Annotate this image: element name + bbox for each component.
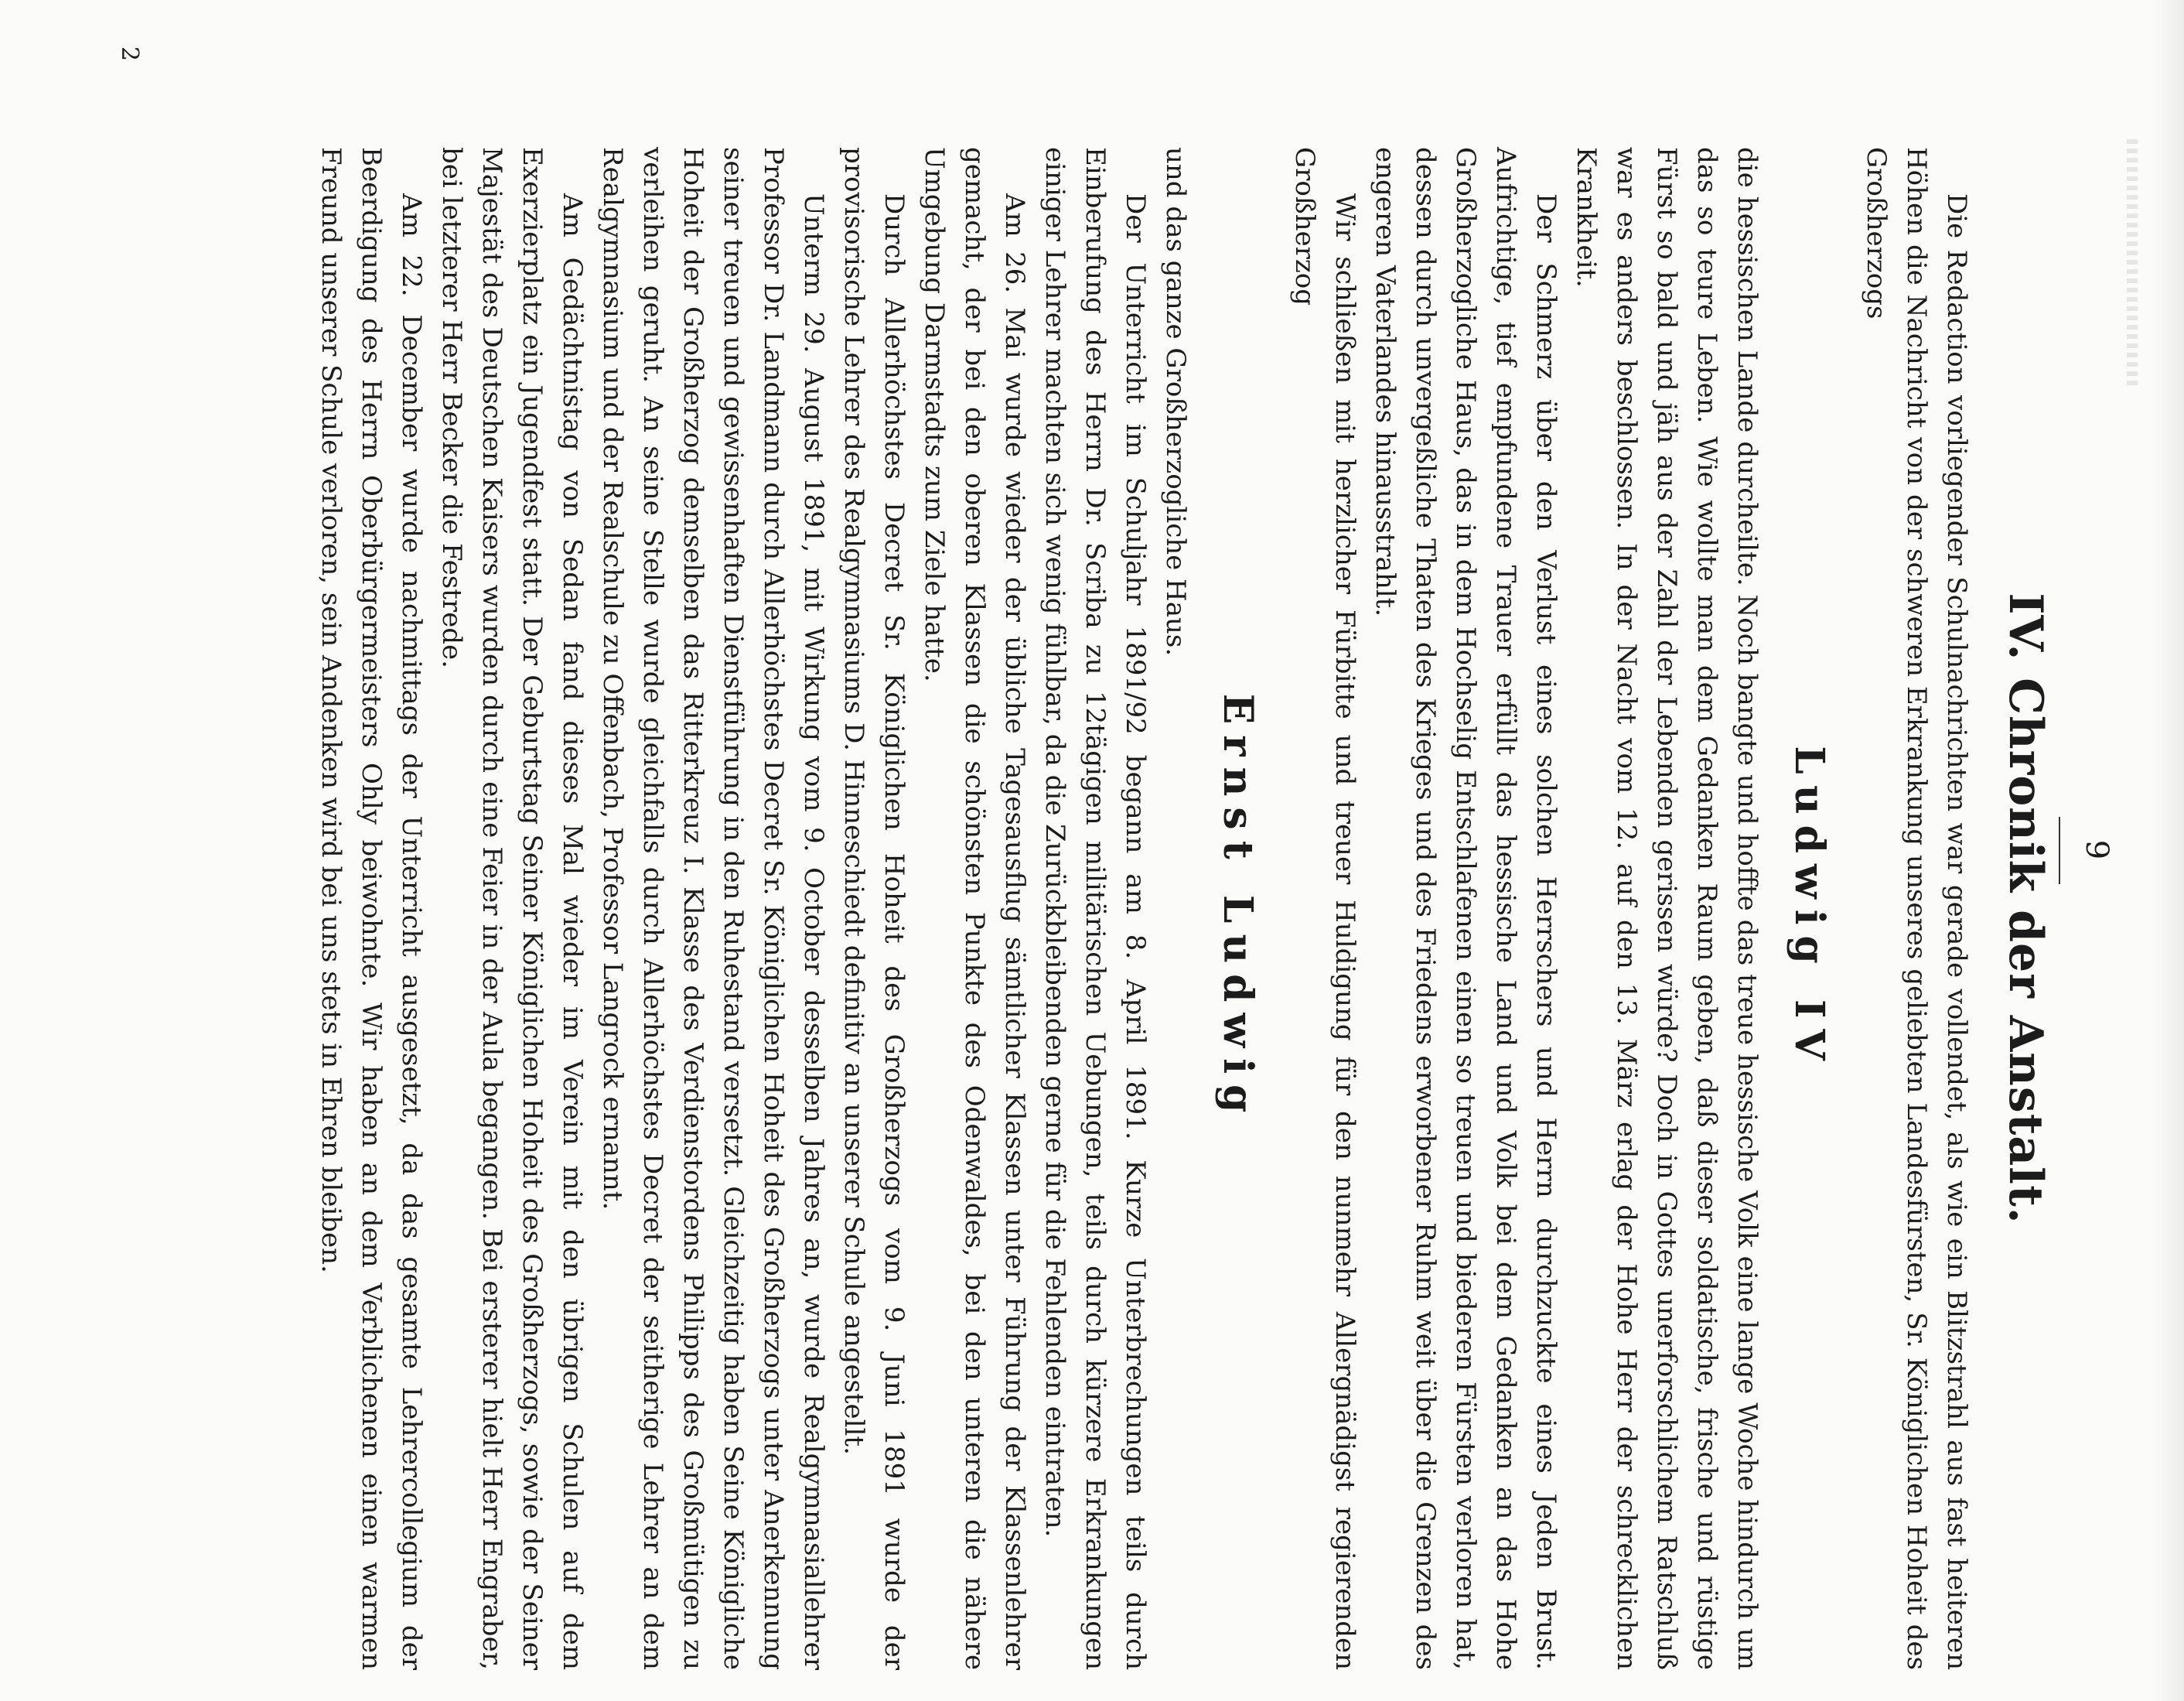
ludwig-paragraph: Der Schmerz über den Verlust eines solchen Herrschers und Herrn durchzuckte eines Jeden Brust. Aufrichtige, tief empfundene Trauer erfüllt das hessische Land und Volk bei dem Gedanken an das Hohe Großherzogliche Haus, das in dem Hochselig Entschlafenen einen so treuen und biederen Fürsten verloren hat, dessen durch unvergeßliche Thaten des Krieges und des Friedens erworbener Ruhm weit über die Grenzen des engeren Vaterlandes hinausstrahlt. bbox=[1370, 147, 1561, 1670]
bleed-through-mark bbox=[2127, 139, 2138, 387]
chronicle-paragraph: Der Unterricht im Schuljahr 1891/92 begann am 8. April 1891. Kurze Unterbrechungen teils durch Einberufung des Herrn Dr. Scriba zu 12tägigen militärischen Uebungen, teils durch kürzere Erkrankungen einiger Lehrer machten sich wenig fühlbar, da die Zurückbleibenden gerne für die Fehlenden eintraten. bbox=[1039, 147, 1151, 1670]
ludwig-paragraph: die hessischen Lande durcheilte. Noch bangte und hoffte das treue hessische Volk eine lange Woche hindurch um das so teure Leben. Wie wollte man dem Gedanken Raum geben, daß dieser soldatische, frische und rüstige Fürst so bald und jäh aus der Zahl der Lebenden gerissen würde? Doch in Gottes unerforschlichem Ratschluß war es anders beschlossen. In der Nacht vom 12. auf den 13. März erlag der Hohe Herr der schrecklichen Krankheit. bbox=[1571, 147, 1763, 1670]
chronicle-paragraph: Am 22. December wurde nachmittags der Unterricht ausgesetzt, da das gesamte Lehrercollegium der Beerdigung des Herrn Oberbürgermeisters Ohly beiwohnte. Wir haben an dem Verblichenen einen warmen Freund unserer Schule verloren, sein Andenken wird bei uns stets in Ehren bleiben. bbox=[316, 147, 427, 1670]
chronicle-paragraph: Am Gedächtnistag von Sedan fand dieses Mal wieder im Verein mit den übrigen Schulen auf dem Exerzierplatz ein Jugendfest statt. Der Geburtstag Seiner Königlichen Hoheit des Großherzogs, sowie der Seiner Majestät des Deutschen Kaisers wurden durch eine Feier in der Aula begangen. Bei ersterer hielt Herr Engraber, bei letzterer Herr Becker die Festrede. bbox=[436, 147, 588, 1670]
page-content bbox=[155, 147, 2053, 1670]
section-title: IV. Chronik der Anstalt. bbox=[1998, 593, 2053, 1225]
heading-ernst-ludwig: Ernst Ludwig bbox=[1214, 693, 1261, 1124]
page-number: 9 bbox=[2079, 839, 2114, 862]
chronicle-paragraph: Am 26. Mai wurde wieder der übliche Tagesausflug sämtlicher Klassen unter Führung der Klassenlehrer gemacht, der bei den oberen Klassen die schönsten Punkte des Odenwaldes, bei den unteren die nähere Umgebung Darmstadts zum Ziele hatte. bbox=[919, 147, 1030, 1670]
printer-signature: 2 bbox=[116, 46, 143, 62]
page-number-rule bbox=[2059, 817, 2060, 885]
chronicle-paragraph: Unterm 29. August 1891, mit Wirkung vom 9. October desselben Jahres an, wurde Realgymnasiallehrer Professor Dr. Landmann durch Allerhöchstes Decret Sr. Königlichen Hoheit des Großherzogs unter Anerkennung seiner treuen und gewissenhaften Dienstführung in den Ruhestand versetzt. Gleichzeitig haben Seine Königliche Hoheit der Großherzog demselben das Ritterkreuz I. Klasse des Verdienstordens Philipps des Großmütigen zu verleihen geruht. An seine Stelle wurde gleichfalls durch Allerhöchstes Decret der seitherige Lehrer an dem Realgymnasium und der Realschule zu Offenbach, Professor Langrock ernannt. bbox=[597, 147, 829, 1670]
heading-ludwig-iv: Ludwig IV bbox=[1786, 746, 1833, 1071]
ludwig-paragraph: Wir schließen mit herzlicher Fürbitte und treuer Huldigung für den nunmehr Allergnädigst regierenden Großherzog bbox=[1289, 147, 1360, 1670]
chronicle-paragraph: Durch Allerhöchstes Decret Sr. Königlichen Hoheit des Großherzogs vom 9. Juni 1891 wurde der provisorische Lehrer des Realgymnasiums D. Hinneschiedt definitiv an unserer Schule angestellt. bbox=[838, 147, 909, 1670]
chronicle-paragraph: und das ganze Großherzogliche Haus. bbox=[1160, 147, 1191, 657]
intro-paragraph: Die Redaction vorliegender Schulnachrichten war gerade vollendet, als wie ein Blitzstrahl aus fast heiteren Höhen die Nachricht von der schweren Erkrankung unseres geliebten Landesfürsten, Sr. Königlichen Hoheit des Großherzogs bbox=[1861, 147, 1972, 1670]
scan-edge-shadow bbox=[2153, 0, 2184, 1701]
